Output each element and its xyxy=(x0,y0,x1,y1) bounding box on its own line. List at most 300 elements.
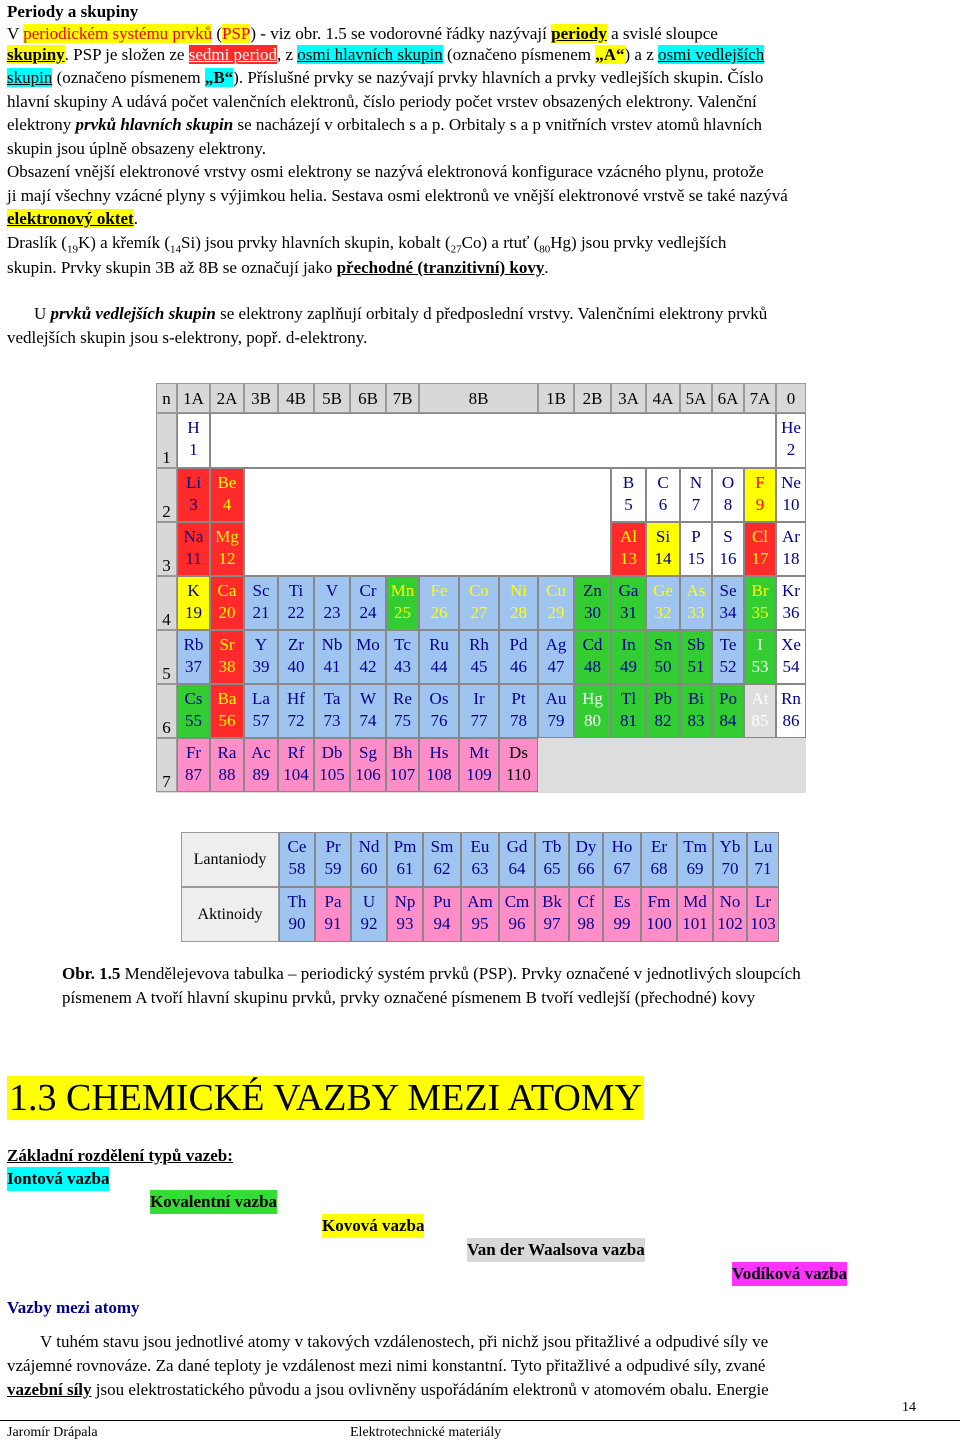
atomic-number: 97 xyxy=(543,914,561,933)
atomic-number: 59 xyxy=(324,859,342,878)
element-symbol: Sm xyxy=(430,837,454,856)
element-symbol: Cr xyxy=(359,581,377,600)
element-symbol: As xyxy=(686,581,706,600)
atomic-number: 12 xyxy=(218,549,236,568)
element-symbol: Ne xyxy=(781,473,801,492)
element-cell xyxy=(499,630,538,684)
element-symbol: Bi xyxy=(687,689,705,708)
element-cell xyxy=(177,522,210,576)
element-symbol: Tb xyxy=(542,837,562,856)
element-cell xyxy=(646,576,680,630)
atomic-number: 65 xyxy=(543,859,561,878)
element-symbol: Ag xyxy=(545,635,567,654)
element-symbol: Se xyxy=(719,581,737,600)
atomic-number: 78 xyxy=(510,711,527,730)
section-title: Periody a skupiny xyxy=(7,2,139,21)
element-cell xyxy=(776,630,806,684)
element-symbol: Cm xyxy=(504,892,530,911)
element-symbol: Sr xyxy=(219,635,235,654)
atomic-number: 73 xyxy=(323,711,341,730)
element-symbol: K xyxy=(187,581,200,600)
atomic-number: 26 xyxy=(430,603,448,622)
element-cell xyxy=(603,887,641,942)
text-line-5: elektrony prvků hlavních skupin se nacházejí v orbitalech s a p. Orbitaly s a p vnitřních vrstev atomů hlavních xyxy=(7,115,762,134)
page-number: 14 xyxy=(902,1400,916,1415)
element-cell xyxy=(677,832,713,887)
element-symbol: Pd xyxy=(509,635,528,654)
lanthanide-actinide-table xyxy=(181,832,779,942)
figure-caption-line-2: písmenem A tvoří hlavní skupinu prvků, prvky označené písmenem B tvoří vedlejší (přechodné) kovy xyxy=(62,988,756,1007)
period-label: 7 xyxy=(156,738,177,792)
element-cell xyxy=(499,684,538,738)
atomic-number: 34 xyxy=(719,603,737,622)
element-cell xyxy=(351,832,387,887)
bonds-between-atoms: Vazby mezi atomy xyxy=(7,1298,140,1317)
bond-hydrogen: Vodíková vazba xyxy=(732,1262,847,1286)
element-symbol: Gd xyxy=(506,837,528,856)
atomic-number: 100 xyxy=(646,914,672,933)
atomic-number: 93 xyxy=(396,914,414,933)
atomic-number: 70 xyxy=(721,859,739,878)
element-cell xyxy=(387,832,423,887)
atomic-number: 68 xyxy=(650,859,668,878)
element-cell xyxy=(350,684,386,738)
element-symbol: Fe xyxy=(430,581,448,600)
atomic-number: 36 xyxy=(782,603,800,622)
element-symbol: Hf xyxy=(287,689,305,708)
element-symbol: Pu xyxy=(433,892,451,911)
bond-ionic: Iontová vazba xyxy=(7,1167,109,1191)
element-symbol: B xyxy=(622,473,635,492)
element-symbol: Db xyxy=(321,743,343,762)
element-symbol: Re xyxy=(393,689,412,708)
footer-author: Jaromír Drápala xyxy=(7,1425,98,1440)
group-header: 3A xyxy=(611,383,646,413)
empty-area xyxy=(210,413,776,468)
atomic-number: 48 xyxy=(584,657,601,676)
element-cell xyxy=(315,887,351,942)
group-header: 2A xyxy=(210,383,244,413)
element-symbol: Ru xyxy=(429,635,449,654)
element-cell xyxy=(603,832,641,887)
element-cell xyxy=(351,887,387,942)
atomic-number: 17 xyxy=(751,549,769,568)
element-cell xyxy=(350,630,386,684)
bond-metallic: Kovová vazba xyxy=(322,1214,424,1238)
atomic-number: 54 xyxy=(782,657,800,676)
periodic-table xyxy=(156,383,806,793)
element-symbol: Pr xyxy=(325,837,341,856)
element-cell xyxy=(499,832,535,887)
element-cell xyxy=(278,630,314,684)
element-cell xyxy=(747,887,779,942)
element-symbol: Ta xyxy=(323,689,341,708)
element-symbol: Co xyxy=(469,581,489,600)
group-header: n xyxy=(156,383,177,413)
element-symbol: Pt xyxy=(511,689,526,708)
element-symbol: Au xyxy=(545,689,567,708)
element-cell xyxy=(535,887,569,942)
element-cell xyxy=(461,832,499,887)
atomic-number: 98 xyxy=(577,914,595,933)
element-symbol: At xyxy=(751,689,769,708)
element-symbol: Bh xyxy=(392,743,413,762)
element-symbol: Nd xyxy=(358,837,380,856)
element-symbol: Md xyxy=(683,892,707,911)
atomic-number: 47 xyxy=(547,657,565,676)
element-symbol: Y xyxy=(254,635,268,654)
element-cell xyxy=(386,630,419,684)
element-cell xyxy=(459,738,499,792)
element-cell xyxy=(611,522,646,576)
atomic-number: 50 xyxy=(654,657,672,676)
element-cell xyxy=(574,684,611,738)
atomic-number: 63 xyxy=(471,859,489,878)
element-symbol: W xyxy=(359,689,377,708)
text-line-12: U prvků vedlejších skupin se elektrony zaplňují orbitaly d předposlední vrstvy. Valenčními elektrony prvků xyxy=(34,304,768,323)
element-cell xyxy=(776,522,806,576)
element-symbol: Hs xyxy=(429,743,449,762)
element-cell xyxy=(244,684,278,738)
group-header: 5A xyxy=(680,383,712,413)
atomic-number: 22 xyxy=(287,603,305,622)
element-symbol: Ba xyxy=(217,689,237,708)
atomic-number: 80 xyxy=(584,711,601,730)
atomic-number: 67 xyxy=(613,859,631,878)
atomic-number: 103 xyxy=(750,914,776,933)
element-cell xyxy=(641,832,677,887)
atomic-number: 28 xyxy=(510,603,527,622)
element-symbol: Na xyxy=(183,527,204,546)
empty-area xyxy=(244,468,611,576)
atomic-number: 14 xyxy=(654,549,672,568)
group-header: 8B xyxy=(419,383,538,413)
element-symbol: Eu xyxy=(470,837,490,856)
element-cell xyxy=(776,684,806,738)
atomic-number: 88 xyxy=(218,765,236,784)
atomic-number: 55 xyxy=(185,711,202,730)
atomic-number: 25 xyxy=(394,603,411,622)
element-symbol: Cl xyxy=(751,527,769,546)
group-header: 1B xyxy=(538,383,574,413)
element-symbol: O xyxy=(721,473,735,492)
atomic-number: 11 xyxy=(185,549,202,568)
element-cell xyxy=(210,522,244,576)
chapter-heading: 1.3 CHEMICKÉ VAZBY MEZI ATOMY xyxy=(9,1077,643,1119)
element-cell xyxy=(747,832,779,887)
group-header: 3B xyxy=(244,383,278,413)
element-symbol: N xyxy=(689,473,703,492)
text-line-10: Draslík $(_{19}K)$ a křemík $(_{14}Si)$ jsou prvky hlavních skupin, kobalt $(_{27}Co)$ a rtuť $(_{80}Hg)$ jsou prvky vedlejších xyxy=(7,233,727,256)
element-cell xyxy=(680,468,712,522)
element-cell xyxy=(569,887,603,942)
atomic-number: 106 xyxy=(355,765,381,784)
element-symbol: Ir xyxy=(473,689,485,708)
element-symbol: Ar xyxy=(782,527,800,546)
atomic-number: 31 xyxy=(620,603,637,622)
element-cell xyxy=(611,576,646,630)
element-symbol: Es xyxy=(613,892,631,911)
element-symbol: Br xyxy=(751,581,769,600)
element-cell xyxy=(314,738,350,792)
element-cell xyxy=(776,413,806,468)
text-line-9: elektronový oktet. xyxy=(7,209,138,228)
atomic-number: 37 xyxy=(185,657,202,676)
element-cell xyxy=(713,887,747,942)
element-cell xyxy=(712,684,744,738)
atomic-number: 45 xyxy=(470,657,488,676)
atomic-number: 40 xyxy=(287,657,305,676)
bonds-title: Základní rozdělení typů vazeb: xyxy=(7,1146,233,1165)
atomic-number: 38 xyxy=(218,657,236,676)
atomic-number: 99 xyxy=(613,914,631,933)
atomic-number: 39 xyxy=(252,657,270,676)
element-cell xyxy=(611,630,646,684)
element-symbol: Cf xyxy=(577,892,595,911)
element-cell xyxy=(744,684,776,738)
element-symbol: U xyxy=(362,892,376,911)
atomic-number: 75 xyxy=(394,711,411,730)
element-cell xyxy=(680,630,712,684)
element-symbol: Li xyxy=(185,473,202,492)
element-cell xyxy=(315,832,351,887)
text-line-1: V periodickém systému prvků (PSP) - viz obr. 1.5 se vodorovné řádky nazývají periody a svislé sloupce xyxy=(7,24,718,43)
series-label: Aktinoidy xyxy=(181,887,279,942)
element-cell xyxy=(776,468,806,522)
element-cell xyxy=(177,468,210,522)
element-symbol: Ho xyxy=(611,837,633,856)
group-header: 1A xyxy=(177,383,210,413)
element-cell xyxy=(744,522,776,576)
element-cell xyxy=(712,630,744,684)
atomic-number: 72 xyxy=(287,711,305,730)
element-cell xyxy=(177,576,210,630)
element-cell xyxy=(177,738,210,792)
element-cell xyxy=(646,684,680,738)
atomic-number: 46 xyxy=(510,657,527,676)
atomic-number: 81 xyxy=(620,711,637,730)
element-cell xyxy=(210,738,244,792)
group-header: 2B xyxy=(574,383,611,413)
element-cell xyxy=(419,684,459,738)
atomic-number: 43 xyxy=(394,657,411,676)
period-label: 3 xyxy=(156,522,177,576)
element-symbol: S xyxy=(723,527,733,546)
element-cell xyxy=(423,832,461,887)
text-line-14: V tuhém stavu jsou jednotlivé atomy v takových vzdálenostech, při nichž jsou přitažlivé a odpudivé síly ve xyxy=(40,1332,769,1351)
atomic-number: 18 xyxy=(782,549,800,568)
element-symbol: Mo xyxy=(356,635,380,654)
element-cell xyxy=(744,630,776,684)
element-symbol: Ra xyxy=(217,743,237,762)
atomic-number: 16 xyxy=(719,549,737,568)
atomic-number: 62 xyxy=(433,859,451,878)
element-symbol: H xyxy=(187,418,200,437)
atomic-number: 35 xyxy=(751,603,769,622)
atomic-number: 27 xyxy=(470,603,488,622)
element-symbol: Sg xyxy=(359,743,377,762)
atomic-number: 94 xyxy=(433,914,451,933)
element-symbol: Mn xyxy=(390,581,415,600)
element-cell xyxy=(713,832,747,887)
text-line-13: vedlejších skupin jsou s-elektrony, popř. d-elektrony. xyxy=(7,328,368,347)
atomic-number: 56 xyxy=(218,711,236,730)
period-label: 6 xyxy=(156,684,177,738)
element-cell xyxy=(677,887,713,942)
element-symbol: V xyxy=(325,581,339,600)
element-symbol: Rf xyxy=(287,743,305,762)
series-label: Lantaniody xyxy=(181,832,279,887)
element-cell xyxy=(680,522,712,576)
element-symbol: Bk xyxy=(542,892,562,911)
element-symbol: Rb xyxy=(183,635,204,654)
element-cell xyxy=(499,576,538,630)
atomic-number: 21 xyxy=(252,603,270,622)
footer-rule xyxy=(0,1420,960,1421)
element-cell xyxy=(712,522,744,576)
atomic-number: 85 xyxy=(751,711,769,730)
element-symbol: Pb xyxy=(654,689,672,708)
footer-subject: Elektrotechnické materiály xyxy=(350,1425,502,1440)
element-symbol: Tc xyxy=(394,635,411,654)
element-symbol: In xyxy=(621,635,636,654)
element-cell xyxy=(538,576,574,630)
group-header: 4A xyxy=(646,383,680,413)
group-header: 7A xyxy=(744,383,776,413)
element-symbol: Cs xyxy=(184,689,203,708)
text-line-7: Obsazení vnější elektronové vrstvy osmi elektrony se nazývá elektronová konfigurace vzácného plynu, protože xyxy=(7,162,764,181)
element-cell xyxy=(538,684,574,738)
atomic-number: 4 xyxy=(222,495,232,514)
atomic-number: 20 xyxy=(218,603,236,622)
element-cell xyxy=(244,576,278,630)
element-symbol: Be xyxy=(217,473,237,492)
element-symbol: Am xyxy=(467,892,493,911)
element-cell xyxy=(419,630,459,684)
element-cell xyxy=(646,522,680,576)
atomic-number: 15 xyxy=(687,549,705,568)
element-symbol: Th xyxy=(287,892,307,911)
atomic-number: 57 xyxy=(252,711,270,730)
figure-caption-line-1: Obr. 1.5 Mendělejevova tabulka – periodický systém prvků (PSP). Prvky označené v jednotlivých sloupcích xyxy=(62,964,801,983)
atomic-number: 79 xyxy=(547,711,565,730)
element-symbol: Dy xyxy=(575,837,597,856)
element-cell xyxy=(574,576,611,630)
period-label: 4 xyxy=(156,576,177,630)
atomic-number: 64 xyxy=(508,859,526,878)
text-line-2: skupiny. PSP je složen ze sedmi period, z osmi hlavních skupin (označeno písmenem „A“) a z osmi vedlejších xyxy=(7,45,765,64)
element-symbol: Fr xyxy=(185,743,202,762)
element-cell xyxy=(350,576,386,630)
element-symbol: Cu xyxy=(546,581,566,600)
element-symbol: Si xyxy=(655,527,671,546)
element-cell xyxy=(314,576,350,630)
element-symbol: Zr xyxy=(287,635,305,654)
atomic-number: 104 xyxy=(283,765,309,784)
element-cell xyxy=(499,738,538,792)
atomic-number: 74 xyxy=(359,711,377,730)
element-cell xyxy=(278,684,314,738)
element-symbol: Pa xyxy=(324,892,342,911)
atomic-number: 8 xyxy=(723,495,733,514)
atomic-number: 69 xyxy=(686,859,704,878)
element-cell xyxy=(314,684,350,738)
atomic-number: 23 xyxy=(323,603,341,622)
element-cell xyxy=(244,738,278,792)
atomic-number: 91 xyxy=(324,914,342,933)
atomic-number: 49 xyxy=(620,657,637,676)
atomic-number: 41 xyxy=(323,657,341,676)
element-cell xyxy=(569,832,603,887)
element-symbol: Hg xyxy=(582,689,603,708)
element-cell xyxy=(574,630,611,684)
element-symbol: Er xyxy=(650,837,668,856)
element-symbol: He xyxy=(781,418,801,437)
period-label: 5 xyxy=(156,630,177,684)
element-cell xyxy=(210,468,244,522)
atomic-number: 51 xyxy=(687,657,705,676)
element-cell xyxy=(776,576,806,630)
element-cell xyxy=(499,887,535,942)
element-symbol: Rh xyxy=(469,635,489,654)
atomic-number: 76 xyxy=(430,711,448,730)
element-symbol: Al xyxy=(620,527,637,546)
element-cell xyxy=(210,576,244,630)
atomic-number: 108 xyxy=(426,765,452,784)
atomic-number: 53 xyxy=(751,657,769,676)
element-cell xyxy=(646,630,680,684)
element-symbol: No xyxy=(719,892,741,911)
element-symbol: Ac xyxy=(251,743,271,762)
element-symbol: Mt xyxy=(469,743,489,762)
atomic-number: 58 xyxy=(288,859,306,878)
element-symbol: Lu xyxy=(753,837,773,856)
element-cell xyxy=(210,630,244,684)
text-line-11: skupin. Prvky skupin 3B až 8B se označují jako přechodné (tranzitivní) kovy. xyxy=(7,258,549,277)
atomic-number: 6 xyxy=(658,495,668,514)
element-cell xyxy=(461,887,499,942)
atomic-number: 13 xyxy=(620,549,637,568)
element-symbol: Sn xyxy=(654,635,672,654)
element-cell xyxy=(712,576,744,630)
atomic-number: 101 xyxy=(682,914,708,933)
atomic-number: 33 xyxy=(687,603,705,622)
element-symbol: Sc xyxy=(252,581,270,600)
element-symbol: Sb xyxy=(687,635,705,654)
element-symbol: Ge xyxy=(653,581,673,600)
element-cell xyxy=(386,684,419,738)
element-symbol: I xyxy=(757,635,763,654)
element-cell xyxy=(387,887,423,942)
element-cell xyxy=(611,684,646,738)
element-cell xyxy=(535,832,569,887)
atomic-number: 44 xyxy=(430,657,448,676)
atomic-number: 92 xyxy=(360,914,378,933)
element-symbol: P xyxy=(691,527,701,546)
element-cell xyxy=(177,413,210,468)
element-cell xyxy=(177,684,210,738)
text-line-16: vazební síly jsou elektrostatického původu a jsou ovlivněny uspořádáním elektronů v atomovém obalu. Energie xyxy=(7,1380,769,1399)
atomic-number: 5 xyxy=(624,495,633,514)
bond-covalent: Kovalentní vazba xyxy=(150,1190,277,1214)
element-cell xyxy=(646,468,680,522)
element-cell xyxy=(278,738,314,792)
group-header: 6B xyxy=(350,383,386,413)
element-cell xyxy=(244,630,278,684)
group-header: 0 xyxy=(776,383,806,413)
element-symbol: Lr xyxy=(754,892,772,911)
atomic-number: 7 xyxy=(691,495,701,514)
